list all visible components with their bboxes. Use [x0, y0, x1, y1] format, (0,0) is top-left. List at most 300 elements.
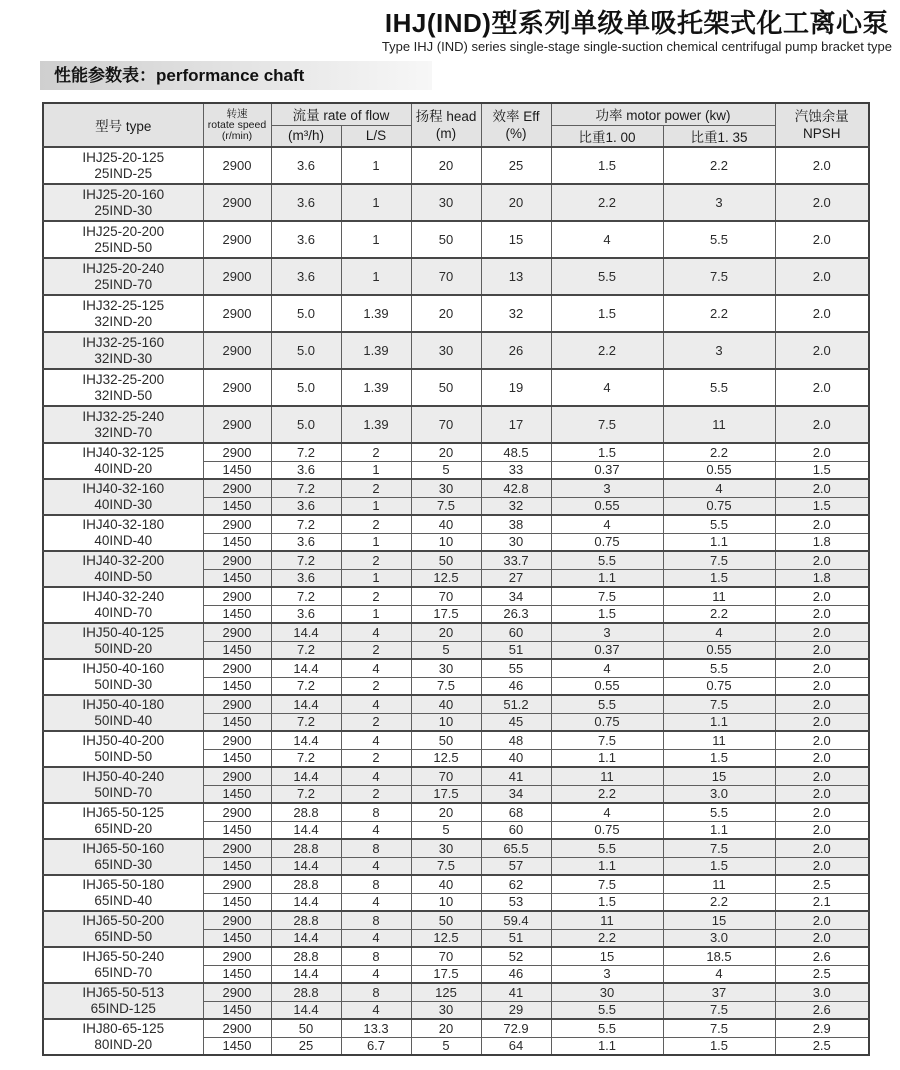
head-cell: 17.5: [411, 785, 481, 803]
power-sg135-cell: 2.2: [663, 295, 775, 332]
model-line: 65IND-50: [94, 929, 153, 944]
speed-cell: 1450: [203, 1037, 271, 1055]
table-row: [43, 731, 869, 749]
head-cell: 12.5: [411, 749, 481, 767]
model-line: 32IND-30: [94, 350, 153, 366]
power-sg100-cell: 5.5: [551, 1001, 663, 1019]
head-cell: 17.5: [411, 605, 481, 623]
model-line: 50IND-30: [94, 677, 153, 692]
npsh-cell: 2.0: [775, 623, 869, 641]
npsh-cell: 1.8: [775, 569, 869, 587]
flow-ls-cell: 1: [341, 221, 411, 258]
eff-cell: 51: [481, 929, 551, 947]
model-line: 50IND-70: [94, 785, 153, 800]
speed-cell: 2900: [203, 623, 271, 641]
speed-cell: 1450: [203, 569, 271, 587]
flow-ls-cell: 4: [341, 1001, 411, 1019]
model-line: IHJ40-32-180: [82, 517, 165, 532]
power-sg135-cell: 1.1: [663, 713, 775, 731]
model-line: 40IND-40: [94, 533, 153, 548]
speed-cell: 2900: [203, 184, 271, 221]
head-cell: 7.5: [411, 677, 481, 695]
power-sg135-cell: 7.5: [663, 1019, 775, 1037]
power-sg135-cell: 0.75: [663, 677, 775, 695]
head-cell: 50: [411, 551, 481, 569]
npsh-cell: 2.1: [775, 893, 869, 911]
power-sg100-cell: 7.5: [551, 587, 663, 605]
npsh-cell: 2.0: [775, 369, 869, 406]
model-line: IHJ50-40-160: [82, 661, 165, 676]
eff-cell: 64: [481, 1037, 551, 1055]
power-sg100-cell: 7.5: [551, 875, 663, 893]
power-sg100-cell: 0.75: [551, 713, 663, 731]
eff-cell: 32: [481, 497, 551, 515]
power-sg100-cell: 1.1: [551, 1037, 663, 1055]
flow-ls-cell: 2: [341, 551, 411, 569]
power-sg135-cell: 37: [663, 983, 775, 1001]
flow-ls-cell: 1: [341, 461, 411, 479]
head-cell: 70: [411, 587, 481, 605]
flow-ls-cell: 13.3: [341, 1019, 411, 1037]
model-line: IHJ80-65-125: [82, 1021, 165, 1036]
power-sg135-cell: 3: [663, 332, 775, 369]
eff-cell: 19: [481, 369, 551, 406]
eff-cell: 60: [481, 623, 551, 641]
power-sg100-cell: 4: [551, 515, 663, 533]
table-row: [43, 369, 869, 406]
npsh-cell: 3.0: [775, 983, 869, 1001]
power-sg100-cell: 2.2: [551, 184, 663, 221]
power-sg100-cell: 0.55: [551, 497, 663, 515]
head-cell: 30: [411, 1001, 481, 1019]
flow-ls-cell: 4: [341, 659, 411, 677]
flow-ls-cell: 1: [341, 147, 411, 184]
power-sg135-cell: 3.0: [663, 785, 775, 803]
table-row: [43, 695, 869, 713]
model-line: 65IND-40: [94, 893, 153, 908]
model-cell: [43, 406, 203, 443]
model-line: 40IND-70: [94, 605, 153, 620]
flow-ls-cell: 2: [341, 749, 411, 767]
eff-cell: 42.8: [481, 479, 551, 497]
flow-m3h-cell: 28.8: [271, 839, 341, 857]
npsh-cell: 2.0: [775, 857, 869, 875]
speed-cell: 2900: [203, 551, 271, 569]
flow-ls-cell: 1: [341, 258, 411, 295]
flow-m3h-cell: 3.6: [271, 533, 341, 551]
power-sg100-cell: 3: [551, 623, 663, 641]
eff-cell: 59.4: [481, 911, 551, 929]
power-sg100-cell: 1.1: [551, 569, 663, 587]
power-sg100-cell: 1.1: [551, 857, 663, 875]
table-row: [43, 147, 869, 184]
table-row: [43, 295, 869, 332]
power-sg135-cell: 11: [663, 406, 775, 443]
npsh-cell: 2.0: [775, 695, 869, 713]
power-sg100-cell: 1.5: [551, 893, 663, 911]
model-line: 40IND-50: [94, 569, 153, 584]
flow-ls-cell: 4: [341, 695, 411, 713]
model-line: IHJ50-40-240: [82, 769, 165, 784]
model-line: 65IND-125: [90, 1001, 156, 1016]
table-row: [43, 406, 869, 443]
model-line: IHJ65-50-180: [82, 877, 165, 892]
col-header-head: [411, 103, 481, 147]
eff-cell: 34: [481, 587, 551, 605]
head-cell: 17.5: [411, 965, 481, 983]
flow-ls-cell: 6.7: [341, 1037, 411, 1055]
col-header-speed-en: rotate speed: [207, 118, 267, 131]
performance-table: [42, 102, 870, 1056]
eff-cell: 33: [481, 461, 551, 479]
col-header-power: 功率 motor power (kw): [551, 103, 775, 125]
model-cell: [43, 443, 203, 479]
flow-m3h-cell: 28.8: [271, 983, 341, 1001]
npsh-cell: 2.0: [775, 731, 869, 749]
head-cell: 10: [411, 533, 481, 551]
power-sg135-cell: 3.0: [663, 929, 775, 947]
head-cell: 30: [411, 659, 481, 677]
model-cell: [43, 147, 203, 184]
eff-cell: 33.7: [481, 551, 551, 569]
header-row-1: [43, 103, 869, 125]
col-header-speed-unit: (r/min): [221, 129, 253, 142]
flow-ls-cell: 4: [341, 857, 411, 875]
power-sg135-cell: 5.5: [663, 803, 775, 821]
eff-cell: 48.5: [481, 443, 551, 461]
head-cell: 30: [411, 332, 481, 369]
power-sg135-cell: 5.5: [663, 221, 775, 258]
power-sg135-cell: 3: [663, 184, 775, 221]
speed-cell: 2900: [203, 767, 271, 785]
flow-m3h-cell: 7.2: [271, 515, 341, 533]
flow-ls-cell: 8: [341, 947, 411, 965]
flow-ls-cell: 2: [341, 479, 411, 497]
power-sg100-cell: 30: [551, 983, 663, 1001]
model-line: IHJ50-40-180: [82, 697, 165, 712]
npsh-cell: 2.0: [775, 677, 869, 695]
power-sg100-cell: 11: [551, 911, 663, 929]
model-line: IHJ40-32-160: [82, 481, 165, 496]
head-cell: 5: [411, 461, 481, 479]
npsh-cell: 2.6: [775, 947, 869, 965]
power-sg100-cell: 1.5: [551, 605, 663, 623]
model-line: 40IND-20: [94, 461, 153, 476]
eff-cell: 62: [481, 875, 551, 893]
speed-cell: 1450: [203, 893, 271, 911]
flow-m3h-cell: 14.4: [271, 623, 341, 641]
eff-cell: 34: [481, 785, 551, 803]
flow-ls-cell: 4: [341, 623, 411, 641]
power-sg135-cell: 15: [663, 911, 775, 929]
model-cell: [43, 803, 203, 839]
flow-ls-cell: 1.39: [341, 369, 411, 406]
flow-m3h-cell: 3.6: [271, 569, 341, 587]
table-row: [43, 221, 869, 258]
eff-cell: 51.2: [481, 695, 551, 713]
table-row: [43, 911, 869, 929]
speed-cell: 1450: [203, 605, 271, 623]
flow-m3h-cell: 7.2: [271, 551, 341, 569]
npsh-cell: 1.5: [775, 497, 869, 515]
power-sg100-cell: 15: [551, 947, 663, 965]
page-title: IHJ(IND)型系列单级单吸托架式化工离心泵: [384, 8, 889, 38]
flow-m3h-cell: 14.4: [271, 731, 341, 749]
npsh-cell: 2.5: [775, 1037, 869, 1055]
flow-ls-cell: 8: [341, 983, 411, 1001]
flow-ls-cell: 8: [341, 911, 411, 929]
col-header-head-label: 扬程 head: [415, 109, 477, 124]
table-row: [43, 443, 869, 461]
flow-ls-cell: 4: [341, 731, 411, 749]
speed-cell: 1450: [203, 641, 271, 659]
eff-cell: 46: [481, 965, 551, 983]
col-header-flow: 流量 rate of flow: [271, 103, 411, 125]
model-line: IHJ50-40-125: [82, 625, 165, 640]
npsh-cell: 2.0: [775, 551, 869, 569]
speed-cell: 2900: [203, 443, 271, 461]
model-cell: [43, 767, 203, 803]
col-header-power-sg100: 比重1. 00: [551, 125, 663, 147]
head-cell: 40: [411, 875, 481, 893]
speed-cell: 2900: [203, 695, 271, 713]
table-row: [43, 551, 869, 569]
power-sg135-cell: 5.5: [663, 515, 775, 533]
power-sg135-cell: 7.5: [663, 551, 775, 569]
head-cell: 20: [411, 147, 481, 184]
head-cell: 70: [411, 406, 481, 443]
power-sg135-cell: 4: [663, 623, 775, 641]
flow-ls-cell: 1: [341, 533, 411, 551]
power-sg100-cell: 0.75: [551, 533, 663, 551]
power-sg135-cell: 7.5: [663, 1001, 775, 1019]
eff-cell: 25: [481, 147, 551, 184]
eff-cell: 26: [481, 332, 551, 369]
speed-cell: 1450: [203, 749, 271, 767]
table-row: [43, 515, 869, 533]
npsh-cell: 2.0: [775, 641, 869, 659]
power-sg135-cell: 11: [663, 731, 775, 749]
model-cell: [43, 659, 203, 695]
model-line: IHJ65-50-125: [82, 805, 165, 820]
table-row: [43, 803, 869, 821]
npsh-cell: 2.0: [775, 785, 869, 803]
head-cell: 7.5: [411, 497, 481, 515]
power-sg135-cell: 15: [663, 767, 775, 785]
npsh-cell: 2.0: [775, 184, 869, 221]
eff-cell: 29: [481, 1001, 551, 1019]
head-cell: 70: [411, 947, 481, 965]
flow-ls-cell: 2: [341, 515, 411, 533]
npsh-cell: 2.0: [775, 803, 869, 821]
power-sg135-cell: 4: [663, 965, 775, 983]
col-header-eff-unit: (%): [505, 126, 527, 141]
flow-m3h-cell: 7.2: [271, 443, 341, 461]
power-sg100-cell: 4: [551, 659, 663, 677]
flow-ls-cell: 2: [341, 587, 411, 605]
eff-cell: 41: [481, 767, 551, 785]
flow-m3h-cell: 3.6: [271, 605, 341, 623]
npsh-cell: 2.0: [775, 767, 869, 785]
eff-cell: 65.5: [481, 839, 551, 857]
power-sg135-cell: 0.55: [663, 641, 775, 659]
speed-cell: 2900: [203, 587, 271, 605]
col-header-head-unit: (m): [435, 126, 457, 141]
head-cell: 50: [411, 221, 481, 258]
head-cell: 10: [411, 893, 481, 911]
speed-cell: 2900: [203, 911, 271, 929]
model-line: IHJ25-20-240: [82, 260, 165, 276]
power-sg100-cell: 4: [551, 803, 663, 821]
table-row: [43, 623, 869, 641]
power-sg135-cell: 2.2: [663, 147, 775, 184]
flow-m3h-cell: 25: [271, 1037, 341, 1055]
power-sg135-cell: 7.5: [663, 695, 775, 713]
speed-cell: 2900: [203, 515, 271, 533]
model-line: 50IND-50: [94, 749, 153, 764]
flow-ls-cell: 2: [341, 785, 411, 803]
speed-cell: 1450: [203, 461, 271, 479]
power-sg100-cell: 0.75: [551, 821, 663, 839]
power-sg135-cell: 5.5: [663, 369, 775, 406]
power-sg135-cell: 1.5: [663, 857, 775, 875]
flow-ls-cell: 2: [341, 641, 411, 659]
speed-cell: 1450: [203, 713, 271, 731]
head-cell: 5: [411, 821, 481, 839]
flow-ls-cell: 4: [341, 767, 411, 785]
power-sg135-cell: 1.5: [663, 749, 775, 767]
eff-cell: 27: [481, 569, 551, 587]
npsh-cell: 2.0: [775, 332, 869, 369]
head-cell: 70: [411, 258, 481, 295]
speed-cell: 1450: [203, 785, 271, 803]
flow-ls-cell: 1.39: [341, 295, 411, 332]
npsh-cell: 2.0: [775, 839, 869, 857]
table-row: [43, 947, 869, 965]
flow-m3h-cell: 5.0: [271, 369, 341, 406]
model-line: IHJ32-25-240: [82, 408, 165, 424]
flow-m3h-cell: 14.4: [271, 767, 341, 785]
head-cell: 125: [411, 983, 481, 1001]
power-sg135-cell: 0.55: [663, 461, 775, 479]
power-sg100-cell: 7.5: [551, 731, 663, 749]
model-line: IHJ65-50-200: [82, 913, 165, 928]
eff-cell: 26.3: [481, 605, 551, 623]
table-row: [43, 587, 869, 605]
model-line: 32IND-50: [94, 387, 153, 403]
model-line: 50IND-40: [94, 713, 153, 728]
model-cell: [43, 332, 203, 369]
col-header-power-sg135: 比重1. 35: [663, 125, 775, 147]
head-cell: 10: [411, 713, 481, 731]
head-cell: 5: [411, 641, 481, 659]
npsh-cell: 2.0: [775, 295, 869, 332]
power-sg100-cell: 5.5: [551, 839, 663, 857]
head-cell: 20: [411, 1019, 481, 1037]
flow-ls-cell: 2: [341, 713, 411, 731]
power-sg100-cell: 1.1: [551, 749, 663, 767]
model-line: 25IND-70: [94, 276, 153, 292]
power-sg135-cell: 2.2: [663, 443, 775, 461]
npsh-cell: 1.5: [775, 461, 869, 479]
npsh-cell: 2.0: [775, 443, 869, 461]
eff-cell: 15: [481, 221, 551, 258]
flow-ls-cell: 1: [341, 497, 411, 515]
flow-m3h-cell: 14.4: [271, 929, 341, 947]
head-cell: 5: [411, 1037, 481, 1055]
flow-m3h-cell: 3.6: [271, 221, 341, 258]
model-cell: [43, 587, 203, 623]
npsh-cell: 2.0: [775, 911, 869, 929]
model-line: 80IND-20: [94, 1037, 153, 1052]
power-sg100-cell: 5.5: [551, 551, 663, 569]
power-sg135-cell: 0.75: [663, 497, 775, 515]
model-line: IHJ40-32-125: [82, 445, 165, 460]
model-line: IHJ65-50-513: [82, 985, 165, 1000]
head-cell: 40: [411, 515, 481, 533]
eff-cell: 20: [481, 184, 551, 221]
flow-ls-cell: 8: [341, 839, 411, 857]
model-line: 32IND-70: [94, 424, 153, 440]
col-header-flow-m3h: (m³/h): [271, 125, 341, 147]
head-cell: 50: [411, 731, 481, 749]
model-cell: [43, 695, 203, 731]
section-label-bar: [40, 61, 432, 90]
flow-m3h-cell: 14.4: [271, 965, 341, 983]
table-row: [43, 983, 869, 1001]
power-sg135-cell: 2.2: [663, 893, 775, 911]
model-cell: [43, 875, 203, 911]
eff-cell: 13: [481, 258, 551, 295]
col-header-speed-cn: 转速: [226, 107, 248, 120]
npsh-cell: 2.0: [775, 515, 869, 533]
power-sg100-cell: 5.5: [551, 1019, 663, 1037]
flow-ls-cell: 2: [341, 677, 411, 695]
head-cell: 40: [411, 695, 481, 713]
model-cell: [43, 1019, 203, 1055]
table-row: [43, 839, 869, 857]
head-cell: 50: [411, 911, 481, 929]
model-cell: [43, 551, 203, 587]
model-line: 65IND-30: [94, 857, 153, 872]
model-cell: [43, 731, 203, 767]
model-cell: [43, 983, 203, 1019]
speed-cell: 1450: [203, 677, 271, 695]
head-cell: 30: [411, 184, 481, 221]
npsh-cell: 2.0: [775, 659, 869, 677]
flow-ls-cell: 2: [341, 443, 411, 461]
flow-m3h-cell: 3.6: [271, 258, 341, 295]
npsh-cell: 2.0: [775, 929, 869, 947]
power-sg100-cell: 7.5: [551, 406, 663, 443]
flow-m3h-cell: 7.2: [271, 677, 341, 695]
power-sg100-cell: 5.5: [551, 258, 663, 295]
col-header-flow-ls: L/S: [341, 125, 411, 147]
flow-m3h-cell: 7.2: [271, 785, 341, 803]
model-line: IHJ40-32-200: [82, 553, 165, 568]
flow-m3h-cell: 50: [271, 1019, 341, 1037]
flow-m3h-cell: 14.4: [271, 857, 341, 875]
table-header: [43, 103, 869, 147]
power-sg135-cell: 1.1: [663, 821, 775, 839]
power-sg100-cell: 2.2: [551, 785, 663, 803]
model-cell: [43, 515, 203, 551]
speed-cell: 2900: [203, 258, 271, 295]
power-sg135-cell: 1.5: [663, 569, 775, 587]
speed-cell: 1450: [203, 821, 271, 839]
power-sg100-cell: 1.5: [551, 295, 663, 332]
eff-cell: 38: [481, 515, 551, 533]
